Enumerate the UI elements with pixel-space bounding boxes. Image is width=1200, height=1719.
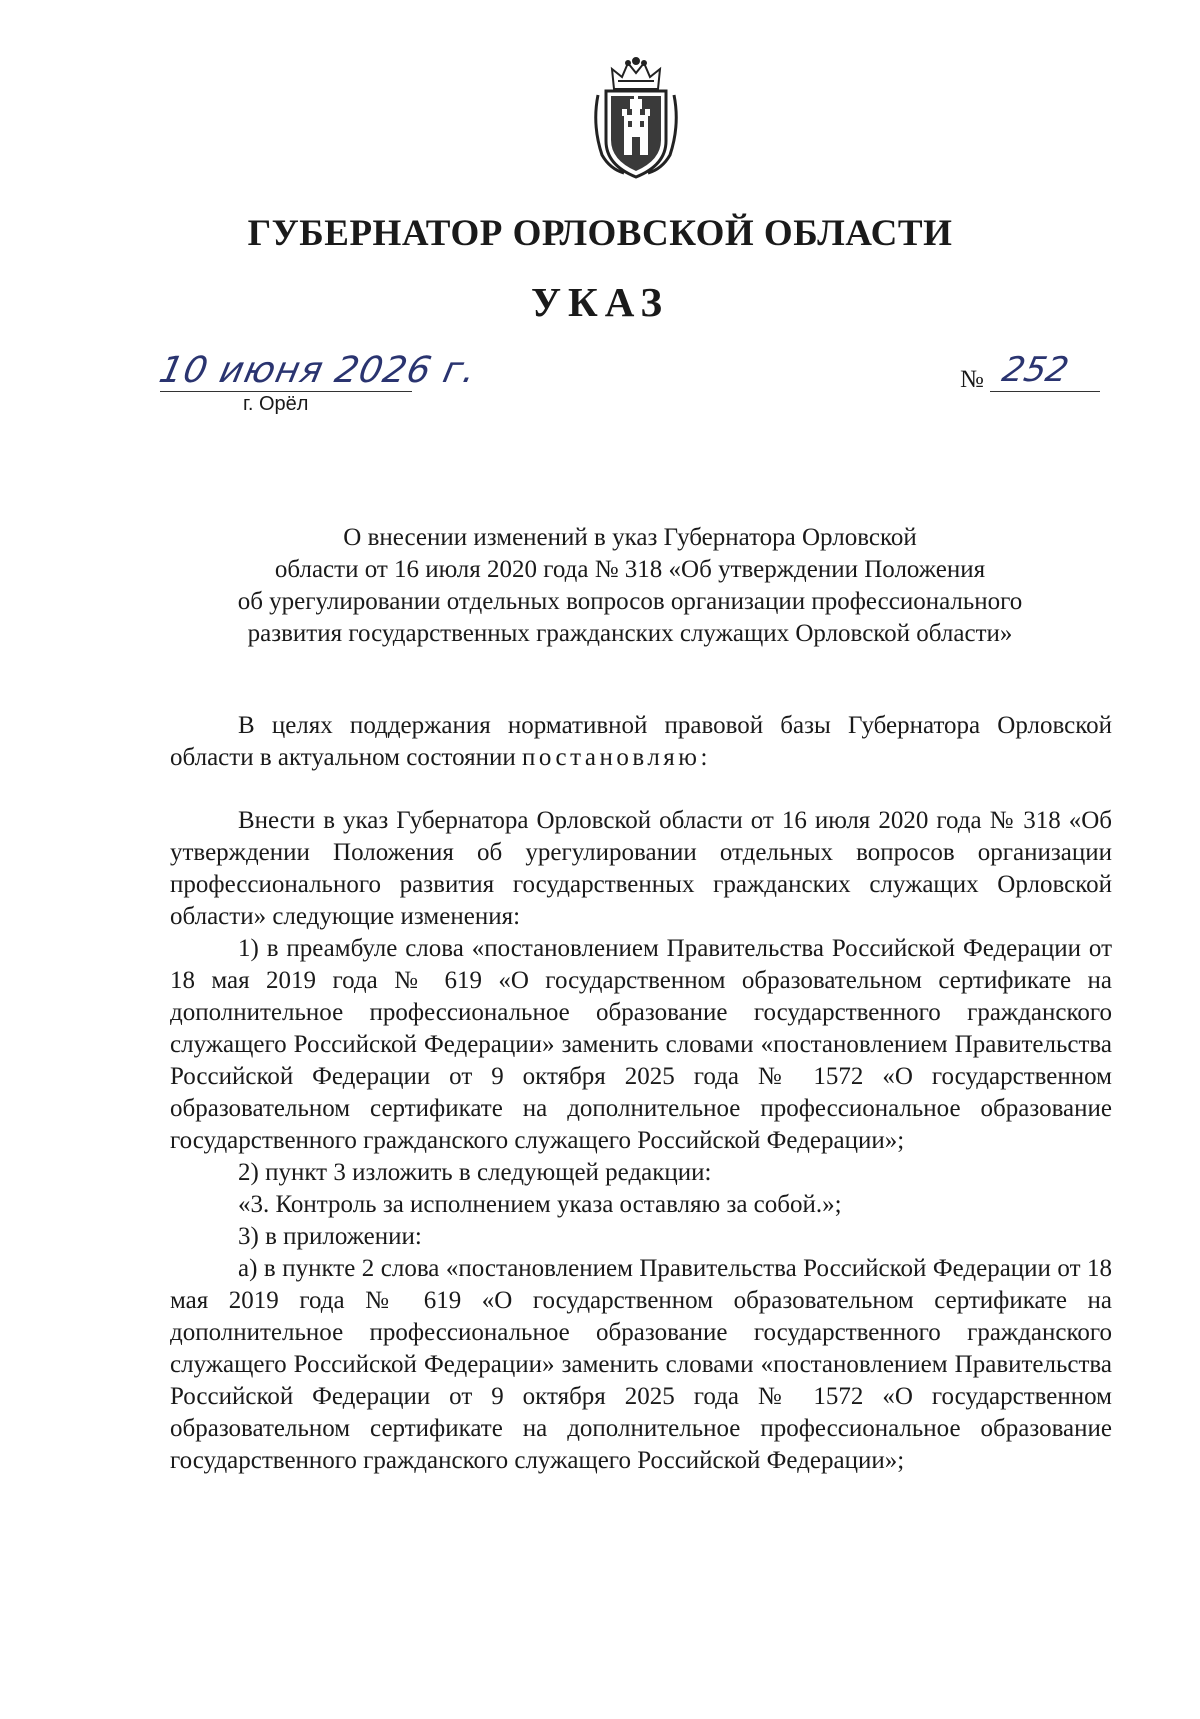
body-intro: Внести в указ Губернатора Орловской области от 16 июля 2020 года № 318 «Об утверждении Положения об урегулировании отдельных вопросов организации профессионального развития государственных гражданских служащих Орловской области» следующие изменения: (170, 807, 1112, 930)
amendment-item-1: 1) в преамбуле слова «постановлением Правительства Российской Федерации от 18 мая 2019 года № 619 «О государственном образовательном сертификате на дополнительное профессиональное образование государственного гражданского служащего Российской Федерации» заменить словами «постановлением Правительства Российской Федерации от 9 октября 2025 года № 1572 «О государственном образовательном сертификате на дополнительное профессиональное образование государственного гражданского служащего Российской Федерации»; (170, 935, 1112, 1154)
date-underline (160, 391, 412, 392)
amendment-item-3a: а) в пункте 2 слова «постановлением Правительства Российской Федерации от 18 мая 2019 года № 619 «О государственном образовательном сертификате на дополнительное профессиональное образование государственного гражданского служащего Российской Федерации» заменить словами «постановлением Правительства Российской Федерации от 9 октября 2025 года № 1572 «О государственном образовательном сертификате на дополнительное профессиональное образование государственного гражданского служащего Российской Федерации»; (170, 1255, 1112, 1474)
handwritten-date: 10 июня 2026 г. (155, 350, 481, 391)
document-kind: УКАЗ (530, 279, 670, 325)
subject-line: об урегулировании отдельных вопросов организации профессионального (237, 588, 1023, 615)
city-label: г. Орёл (243, 393, 309, 415)
subject-line: развития государственных гражданских служащих Орловской области» (247, 620, 1013, 647)
number-sign: № (960, 366, 984, 393)
subject-line: О внесении изменений в указ Губернатора Орловской (343, 524, 917, 551)
amendment-item-3: 3) в приложении: (238, 1223, 422, 1250)
preamble (170, 710, 1112, 774)
decree-body (170, 805, 1112, 1477)
coat-of-arms-icon (588, 55, 684, 181)
number-underline (990, 391, 1100, 392)
preamble-text: В целях поддержания нормативной правовой базы Губернатора Орловской области в актуальном состоянии (170, 712, 1112, 771)
handwritten-number: 252 (998, 350, 1073, 390)
authority-title: ГУБЕРНАТОР ОРЛОВСКОЙ ОБЛАСТИ (247, 213, 953, 254)
amendment-item-2-quote: «3. Контроль за исполнением указа оставляю за собой.»; (238, 1191, 842, 1218)
subject-line: области от 16 июля 2020 года № 318 «Об утверждении Положения (274, 556, 986, 583)
preamble-paragraph (170, 710, 1112, 774)
amendment-item-2: 2) пункт 3 изложить в следующей редакции: (238, 1159, 712, 1186)
decree-subject (160, 522, 1100, 650)
decree-keyword: постановляю: (522, 744, 711, 771)
